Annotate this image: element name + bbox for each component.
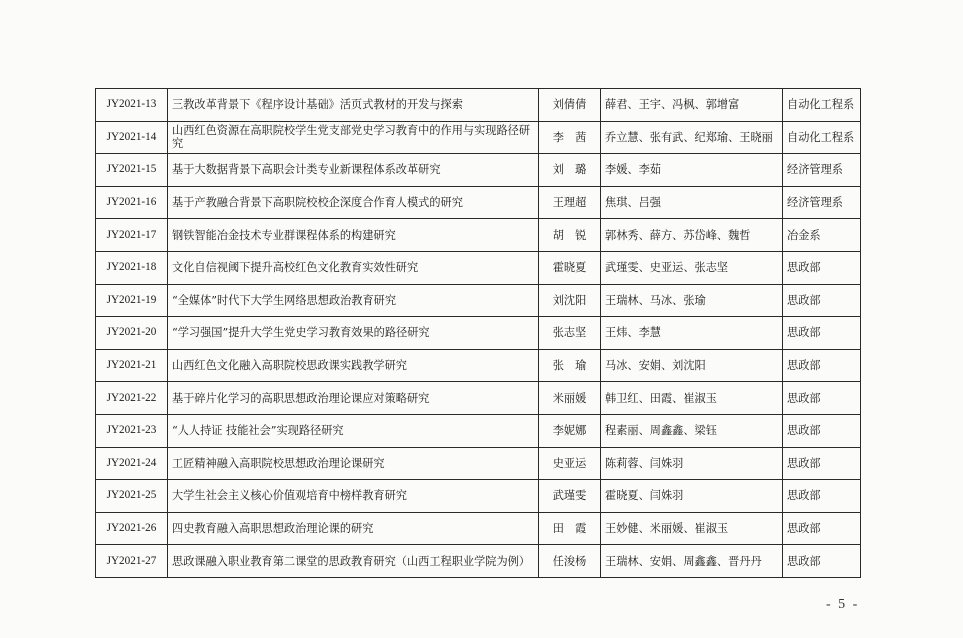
project-leader-cell: 霍晓夏 — [539, 251, 601, 284]
table-row — [96, 382, 861, 415]
page-number: - 5 - — [826, 597, 860, 612]
project-title-cell: 钢铁智能冶金技术专业群课程体系的构建研究 — [168, 219, 539, 252]
project-members-cell: 韩卫红、田霞、崔淑玉 — [601, 382, 783, 415]
table-row — [96, 284, 861, 317]
project-department-cell: 冶金系 — [783, 219, 861, 252]
table-row — [96, 545, 861, 578]
project-members-cell: 马冰、安娟、刘沈阳 — [601, 349, 783, 382]
table-row — [96, 512, 861, 545]
project-id-cell: JY2021-26 — [96, 512, 168, 545]
project-id-cell: JY2021-18 — [96, 251, 168, 284]
project-members-cell: 武瑾雯、史亚运、张志坚 — [601, 251, 783, 284]
project-title-cell: 基于碎片化学习的高职思想政治理论课应对策略研究 — [168, 382, 539, 415]
project-department-cell: 思政部 — [783, 349, 861, 382]
project-id-cell: JY2021-13 — [96, 89, 168, 122]
project-id-cell: JY2021-25 — [96, 480, 168, 513]
project-title-cell: 基于大数据背景下高职会计类专业新课程体系改革研究 — [168, 154, 539, 187]
project-title-cell: 四史教育融入高职思想政治理论课的研究 — [168, 512, 539, 545]
project-leader-cell: 胡 锐 — [539, 219, 601, 252]
project-title-cell: 文化自信视阈下提升高校红色文化教育实效性研究 — [168, 251, 539, 284]
project-title-cell: “学习强国”提升大学生党史学习教育效果的路径研究 — [168, 317, 539, 350]
project-table — [95, 88, 861, 578]
project-id-cell: JY2021-16 — [96, 186, 168, 219]
project-title-cell: 基于产教融合背景下高职院校校企深度合作育人模式的研究 — [168, 186, 539, 219]
project-leader-cell: 李 茜 — [539, 121, 601, 154]
project-department-cell: 思政部 — [783, 284, 861, 317]
project-department-cell: 思政部 — [783, 447, 861, 480]
project-title-cell: 山西红色文化融入高职院校思政课实践教学研究 — [168, 349, 539, 382]
project-leader-cell: 张 瑜 — [539, 349, 601, 382]
table-row — [96, 154, 861, 187]
project-id-cell: JY2021-24 — [96, 447, 168, 480]
project-department-cell: 思政部 — [783, 480, 861, 513]
project-department-cell: 自动化工程系 — [783, 121, 861, 154]
table-row — [96, 186, 861, 219]
project-id-cell: JY2021-23 — [96, 414, 168, 447]
project-members-cell: 薛君、王宇、冯枫、郭增富 — [601, 89, 783, 122]
project-leader-cell: 王理超 — [539, 186, 601, 219]
project-id-cell: JY2021-21 — [96, 349, 168, 382]
project-members-cell: 王妙健、米丽媛、崔淑玉 — [601, 512, 783, 545]
project-members-cell: 郭林秀、薛方、苏岱峰、魏哲 — [601, 219, 783, 252]
table-row — [96, 251, 861, 284]
table-row — [96, 480, 861, 513]
project-id-cell: JY2021-15 — [96, 154, 168, 187]
project-title-cell: “全媒体”时代下大学生网络思想政治教育研究 — [168, 284, 539, 317]
project-members-cell: 王瑞林、马冰、张瑜 — [601, 284, 783, 317]
project-title-cell: “人人持证 技能社会”实现路径研究 — [168, 414, 539, 447]
project-title-cell: 思政课融入职业教育第二课堂的思政教育研究（山西工程职业学院为例） — [168, 545, 539, 578]
project-department-cell: 思政部 — [783, 414, 861, 447]
project-id-cell: JY2021-19 — [96, 284, 168, 317]
project-table-body — [96, 89, 861, 578]
project-title-cell: 山西红色资源在高职院校学生党支部党史学习教育中的作用与实现路径研究 — [168, 121, 539, 154]
table-row — [96, 414, 861, 447]
project-department-cell: 思政部 — [783, 545, 861, 578]
project-leader-cell: 刘 璐 — [539, 154, 601, 187]
table-row — [96, 121, 861, 154]
project-title-cell: 三教改革背景下《程序设计基础》活页式教材的开发与探索 — [168, 89, 539, 122]
project-leader-cell: 刘沈阳 — [539, 284, 601, 317]
project-leader-cell: 任浚杨 — [539, 545, 601, 578]
project-department-cell: 思政部 — [783, 317, 861, 350]
project-members-cell: 陈莉蓉、闫姝羽 — [601, 447, 783, 480]
project-id-cell: JY2021-14 — [96, 121, 168, 154]
project-members-cell: 焦琪、吕强 — [601, 186, 783, 219]
project-leader-cell: 张志坚 — [539, 317, 601, 350]
project-leader-cell: 田 霞 — [539, 512, 601, 545]
project-leader-cell: 武瑾雯 — [539, 480, 601, 513]
project-members-cell: 程素丽、周鑫鑫、梁钰 — [601, 414, 783, 447]
project-id-cell: JY2021-17 — [96, 219, 168, 252]
project-leader-cell: 史亚运 — [539, 447, 601, 480]
project-department-cell: 经济管理系 — [783, 186, 861, 219]
project-id-cell: JY2021-20 — [96, 317, 168, 350]
project-department-cell: 自动化工程系 — [783, 89, 861, 122]
project-department-cell: 思政部 — [783, 512, 861, 545]
project-members-cell: 李媛、李茹 — [601, 154, 783, 187]
project-id-cell: JY2021-22 — [96, 382, 168, 415]
project-department-cell: 思政部 — [783, 251, 861, 284]
project-leader-cell: 李妮娜 — [539, 414, 601, 447]
project-members-cell: 王炜、李慧 — [601, 317, 783, 350]
table-row — [96, 349, 861, 382]
project-members-cell: 王瑞林、安娟、周鑫鑫、晋丹丹 — [601, 545, 783, 578]
table-row — [96, 447, 861, 480]
project-members-cell: 霍晓夏、闫姝羽 — [601, 480, 783, 513]
project-members-cell: 乔立慧、张有武、纪郑瑜、王晓丽 — [601, 121, 783, 154]
table-row — [96, 317, 861, 350]
table-row — [96, 219, 861, 252]
project-department-cell: 思政部 — [783, 382, 861, 415]
table-row — [96, 89, 861, 122]
project-title-cell: 大学生社会主义核心价值观培育中榜样教育研究 — [168, 480, 539, 513]
project-department-cell: 经济管理系 — [783, 154, 861, 187]
project-leader-cell: 米丽媛 — [539, 382, 601, 415]
project-title-cell: 工匠精神融入高职院校思想政治理论课研究 — [168, 447, 539, 480]
project-id-cell: JY2021-27 — [96, 545, 168, 578]
project-leader-cell: 刘倩倩 — [539, 89, 601, 122]
